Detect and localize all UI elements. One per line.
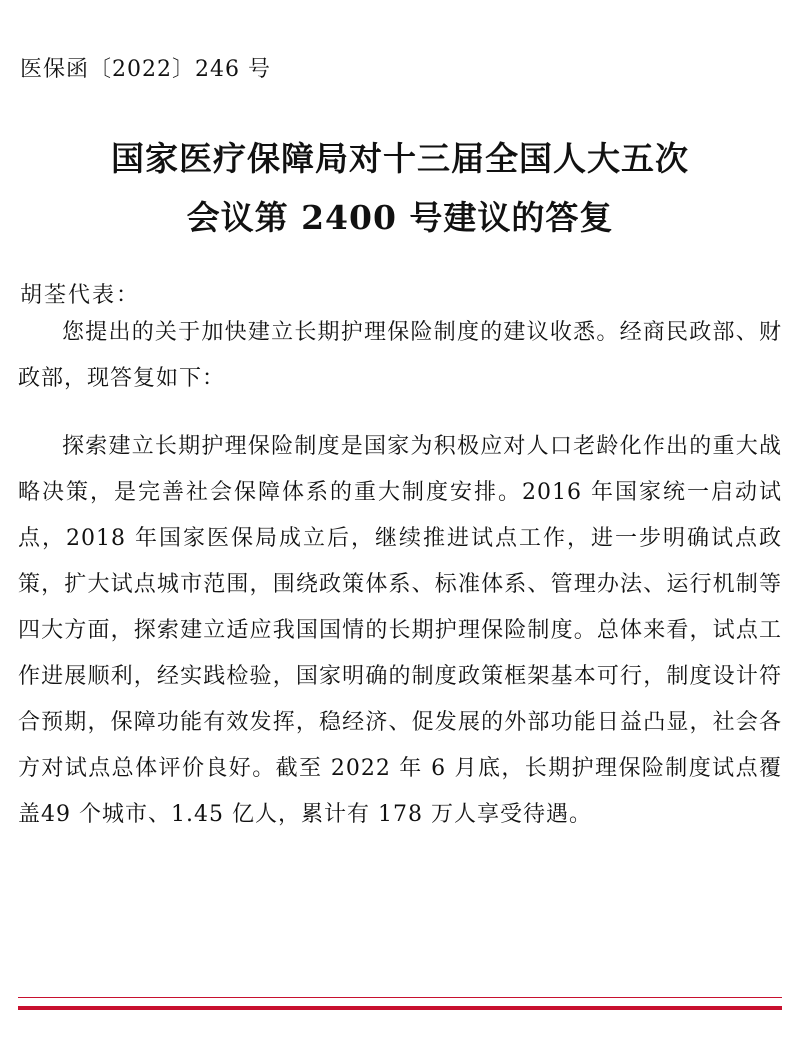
document-number: 医保函〔2022〕246 号	[20, 57, 271, 82]
footer-rule-thin	[18, 997, 782, 998]
document-title-line-1: 国家医疗保障局对十三届全国人大五次	[111, 139, 689, 178]
body-paragraph-2: 探索建立长期护理保险制度是国家为积极应对人口老龄化作出的重大战略决策，是完善社会保障体系的重大制度安排。2016 年国家统一启动试点，2018 年国家医保局成立后，继续推进试点工作，进一步明确试点政策，扩大试点城市范围，围绕政策体系、标准体系、管理办法、运行机制等四大方面，探索建立适应我国国情的长期护理保险制度。总体来看，试点工作进展顺利，经实践检验，国家明确的制度政策框架基本可行，制度设计符合预期，保障功能有效发挥，稳经济、促发展的外部功能日益凸显，社会各方对试点总体评价良好。截至 2022 年 6 月底，长期护理保险制度试点覆盖49 个城市、1.45 亿人，累计有 178 万人享受待遇。	[18, 434, 782, 827]
document-title-line-2: 会议第 2400 号建议的答复	[186, 198, 614, 237]
footer-rule-thick	[18, 1006, 782, 1010]
salutation: 胡荃代表：	[20, 283, 141, 308]
body-paragraph-1: 您提出的关于加快建立长期护理保险制度的建议收悉。经商民政部、财政部，现答复如下：	[18, 320, 782, 391]
